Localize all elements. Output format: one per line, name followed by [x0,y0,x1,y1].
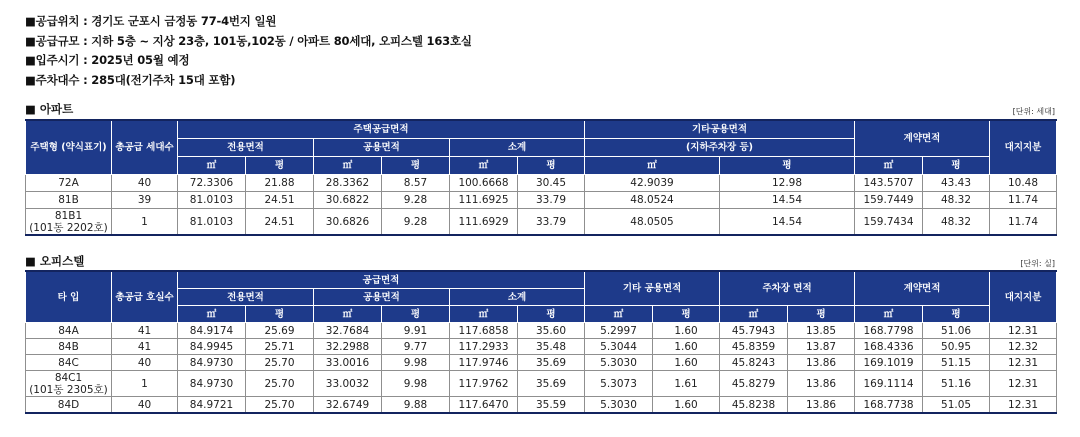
cell-value: 84.9945 [178,339,246,355]
cell-value: 143.5707 [855,175,923,192]
header-sqm: ㎡ [178,306,246,323]
cell-type: 84B [26,339,112,355]
cell-value: 8.57 [382,175,450,192]
cell-value: 168.7798 [855,323,923,339]
cell-value: 35.69 [518,371,585,397]
supply-info [25,12,472,90]
cell-value: 33.0016 [314,355,382,371]
apartment-unit-label: [단위: 세대] [1012,107,1055,116]
cell-value: 168.4336 [855,339,923,355]
table-row [26,323,1057,339]
header-contract: 계약면적 [855,271,990,306]
header-sqm: ㎡ [720,306,788,323]
header-land: 대지지분 [990,271,1057,323]
cell-value: 35.59 [518,397,585,414]
cell-value: 25.71 [246,339,314,355]
cell-value: 9.98 [382,371,450,397]
header-sqm: ㎡ [314,306,382,323]
parking-count: ■주차대수 : 285대(전기주차 15대 포함) [25,72,236,87]
cell-count: 40 [112,397,178,414]
cell-value: 1.60 [653,339,720,355]
apartment-table [25,119,1057,236]
cell-value: 9.28 [382,209,450,236]
move-in-date: ■입주시기 : 2025년 05월 예정 [25,53,190,67]
cell-value: 51.05 [923,397,990,414]
cell-type: 81B [26,192,112,209]
header-total-units: 총공급 세대수 [112,120,178,175]
cell-value: 111.6925 [450,192,518,209]
header-sqm: ㎡ [855,306,923,323]
cell-value: 32.6749 [314,397,382,414]
cell-value: 13.86 [788,397,855,414]
table-row [26,339,1057,355]
cell-value: 45.8243 [720,355,788,371]
table-row [26,397,1057,414]
header-pyeong: 평 [788,306,855,323]
header-pyeong: 평 [653,306,720,323]
cell-value: 48.32 [923,209,990,236]
cell-value: 159.7449 [855,192,923,209]
cell-value: 5.3030 [585,397,653,414]
cell-value: 11.74 [990,209,1057,236]
cell-value: 9.91 [382,323,450,339]
cell-value: 9.88 [382,397,450,414]
cell-value: 1.60 [653,355,720,371]
cell-value: 51.06 [923,323,990,339]
cell-value: 111.6929 [450,209,518,236]
header-other-common-sub: (지하주차장 등) [585,139,855,157]
header-subtotal: 소계 [450,289,585,306]
header-type: 주택형 (약식표기) [26,120,112,175]
cell-value: 5.3073 [585,371,653,397]
header-exclusive: 전용면적 [178,289,314,306]
cell-value: 1.60 [653,323,720,339]
cell-value: 1.61 [653,371,720,397]
cell-value: 10.48 [990,175,1057,192]
cell-value: 35.60 [518,323,585,339]
table-row [26,371,1057,397]
cell-value: 45.8279 [720,371,788,397]
cell-value: 169.1019 [855,355,923,371]
cell-count: 1 [112,209,178,236]
header-pyeong: 평 [382,157,450,175]
cell-value: 25.70 [246,355,314,371]
cell-value: 42.9039 [585,175,720,192]
cell-value: 48.0505 [585,209,720,236]
cell-value: 117.6470 [450,397,518,414]
cell-value: 84.9174 [178,323,246,339]
cell-value: 13.86 [788,371,855,397]
cell-type: 72A [26,175,112,192]
cell-value: 45.8359 [720,339,788,355]
cell-value: 24.51 [246,192,314,209]
header-common: 공용면적 [314,139,450,157]
cell-value: 13.85 [788,323,855,339]
cell-value: 72.3306 [178,175,246,192]
table-row [26,192,1057,209]
cell-value: 30.6822 [314,192,382,209]
header-pyeong: 평 [518,306,585,323]
header-sqm: ㎡ [855,157,923,175]
cell-value: 25.70 [246,371,314,397]
header-supply-area: 공급면적 [178,271,585,289]
header-pyeong: 평 [720,157,855,175]
cell-count: 39 [112,192,178,209]
cell-value: 9.77 [382,339,450,355]
table-row [26,355,1057,371]
cell-value: 51.15 [923,355,990,371]
cell-type: 84C [26,355,112,371]
cell-value: 25.70 [246,397,314,414]
header-supply-area: 주택공급면적 [178,120,585,139]
cell-type: 84D [26,397,112,414]
cell-value: 84.9730 [178,355,246,371]
header-pyeong: 평 [518,157,585,175]
cell-value: 100.6668 [450,175,518,192]
supply-scale: ■공급규모 : 지하 5층 ~ 지상 23층, 101동,102동 / 아파트 80세대, 오피스텔 163호실 [25,33,472,48]
table-row [26,175,1057,192]
cell-value: 9.28 [382,192,450,209]
cell-value: 51.16 [923,371,990,397]
cell-value: 11.74 [990,192,1057,209]
header-parking-area: 주차장 면적 [720,271,855,306]
cell-value: 12.31 [990,323,1057,339]
header-sqm: ㎡ [450,306,518,323]
cell-value: 9.98 [382,355,450,371]
header-pyeong: 평 [923,157,990,175]
cell-value: 25.69 [246,323,314,339]
officetel-table [25,270,1057,414]
cell-value: 12.31 [990,397,1057,414]
header-type: 타 입 [26,271,112,323]
cell-value: 117.9762 [450,371,518,397]
cell-value: 32.7684 [314,323,382,339]
cell-value: 35.69 [518,355,585,371]
cell-type: 84C1 (101동 2305호) [26,371,112,397]
cell-value: 169.1114 [855,371,923,397]
cell-value: 1.60 [653,397,720,414]
cell-value: 43.43 [923,175,990,192]
cell-value: 12.31 [990,355,1057,371]
table-row [26,209,1057,236]
header-pyeong: 평 [246,157,314,175]
cell-value: 12.98 [720,175,855,192]
cell-value: 28.3362 [314,175,382,192]
cell-value: 35.48 [518,339,585,355]
cell-value: 5.3044 [585,339,653,355]
header-sqm: ㎡ [450,157,518,175]
cell-count: 41 [112,323,178,339]
cell-value: 21.88 [246,175,314,192]
cell-value: 12.32 [990,339,1057,355]
cell-value: 5.2997 [585,323,653,339]
cell-value: 81.0103 [178,209,246,236]
header-sqm: ㎡ [178,157,246,175]
header-sqm: ㎡ [585,157,720,175]
cell-value: 13.87 [788,339,855,355]
apartment-section-title: ■ 아파트 [25,102,74,116]
cell-count: 40 [112,175,178,192]
cell-type: 84A [26,323,112,339]
header-other-common: 기타 공용면적 [585,271,720,306]
cell-value: 50.95 [923,339,990,355]
cell-value: 48.32 [923,192,990,209]
cell-value: 168.7738 [855,397,923,414]
cell-value: 13.86 [788,355,855,371]
cell-count: 41 [112,339,178,355]
cell-value: 117.2933 [450,339,518,355]
cell-value: 12.31 [990,371,1057,397]
cell-value: 14.54 [720,192,855,209]
cell-value: 33.79 [518,192,585,209]
header-sqm: ㎡ [314,157,382,175]
header-total-units: 총공급 호실수 [112,271,178,323]
header-land: 대지지분 [990,120,1057,175]
cell-value: 81.0103 [178,192,246,209]
cell-value: 117.9746 [450,355,518,371]
cell-value: 84.9721 [178,397,246,414]
cell-count: 1 [112,371,178,397]
header-contract: 계약면적 [855,120,990,157]
cell-value: 30.45 [518,175,585,192]
header-sqm: ㎡ [585,306,653,323]
cell-value: 30.6826 [314,209,382,236]
cell-type: 81B1 (101동 2202호) [26,209,112,236]
header-subtotal: 소계 [450,139,585,157]
header-other-common: 기타공용면적 [585,120,855,139]
cell-value: 33.0032 [314,371,382,397]
cell-count: 40 [112,355,178,371]
header-pyeong: 평 [246,306,314,323]
cell-value: 48.0524 [585,192,720,209]
officetel-unit-label: [단위: 실] [1020,259,1055,268]
cell-value: 45.7943 [720,323,788,339]
cell-value: 159.7434 [855,209,923,236]
cell-value: 117.6858 [450,323,518,339]
header-common: 공용면적 [314,289,450,306]
header-pyeong: 평 [923,306,990,323]
cell-value: 84.9730 [178,371,246,397]
cell-value: 33.79 [518,209,585,236]
supply-location: ■공급위치 : 경기도 군포시 금정동 77-4번지 일원 [25,14,277,28]
cell-value: 24.51 [246,209,314,236]
header-pyeong: 평 [382,306,450,323]
cell-value: 5.3030 [585,355,653,371]
header-exclusive: 전용면적 [178,139,314,157]
cell-value: 14.54 [720,209,855,236]
officetel-section-title: ■ 오피스텔 [25,254,85,268]
cell-value: 32.2988 [314,339,382,355]
cell-value: 45.8238 [720,397,788,414]
